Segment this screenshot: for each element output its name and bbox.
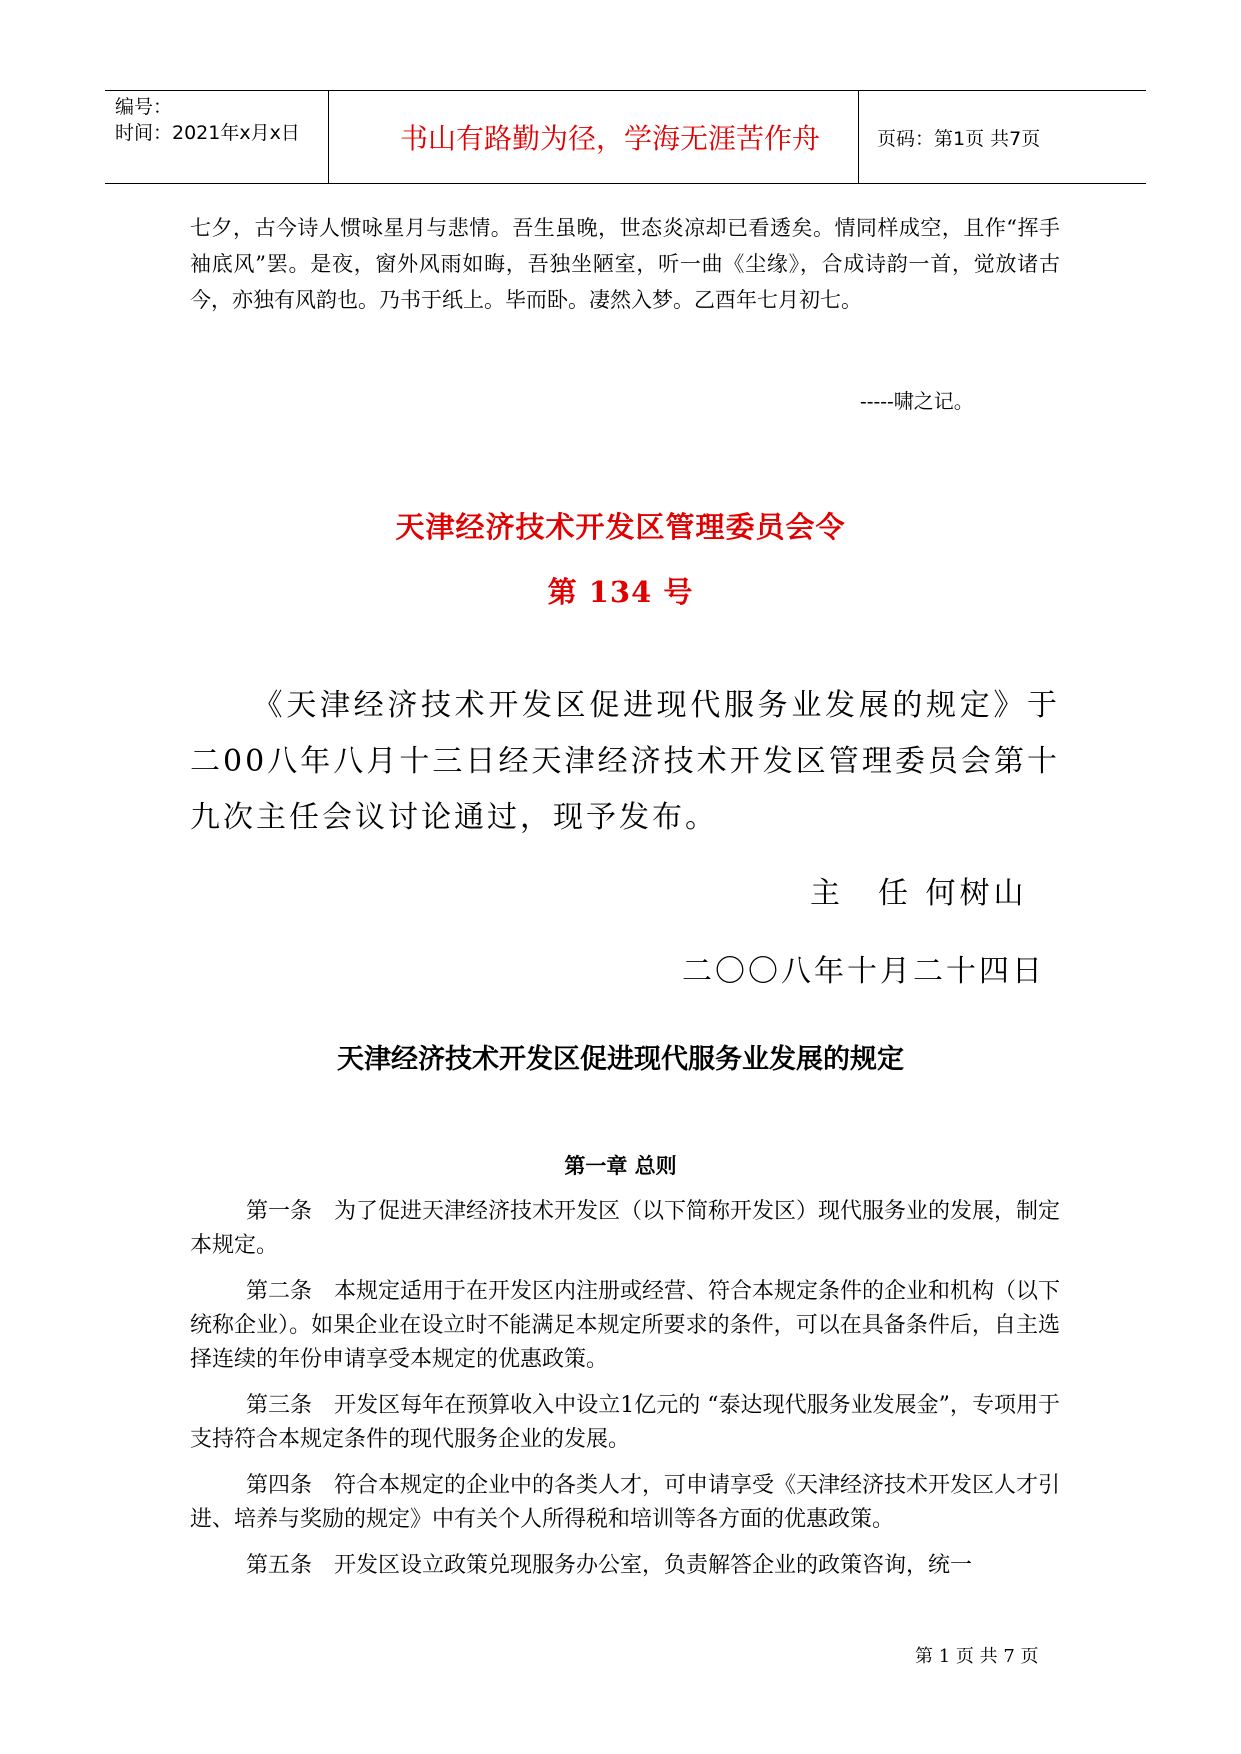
- decree-signer: 主 任 何树山: [810, 876, 1028, 911]
- document-time-label: 时间：2021年x月x日: [115, 122, 300, 144]
- article-list: [190, 1195, 1060, 1595]
- chapter-heading: 第一章 总则: [564, 1154, 677, 1178]
- decree-body: [190, 678, 1060, 846]
- decree-body-text: 《天津经济技术开发区促进现代服务业发展的规定》于二00八年八月十三日经天津经济技术开发区管理委员会第十九次主任会议讨论通过，现予发布。: [190, 688, 1060, 835]
- article-5: 第五条 开发区设立政策兑现服务办公室，负责解答企业的政策咨询，统一: [246, 1553, 973, 1578]
- header-divider-right: [858, 91, 859, 183]
- document-number-label: 编号：: [115, 96, 173, 118]
- header-divider-left: [328, 91, 329, 183]
- intro-paragraph: 七夕，古今诗人惯咏星月与悲情。吾生虽晚，世态炎凉却已看透矣。情同样成空，且作“挥手袖底风”罢。是夜，窗外风雨如晦，吾独坐陋室，听一曲《尘缘》，合成诗韵一首，觉放诸古今，亦独有风韵也。乃书于纸上。毕而卧。凄然入梦。乙酉年七月初七。: [190, 216, 1060, 312]
- header-page-info: 页码：第1页 共7页: [877, 127, 1041, 150]
- decree-date: 二〇〇八年十月二十四日: [682, 954, 1045, 989]
- article-1: 第一条 为了促进天津经济技术开发区（以下简称开发区）现代服务业的发展，制定本规定。: [190, 1199, 1061, 1258]
- header-motto: 书山有路勤为径，学海无涯苦作舟: [399, 122, 820, 155]
- header-left-cell: [115, 91, 370, 186]
- article-4: 第四条 符合本规定的企业中的各类人才，可申请享受《天津经济技术开发区人才引进、培养与奖励的规定》中有关个人所得税和培训等各方面的优惠政策。: [190, 1473, 1061, 1532]
- regulation-title: 天津经济技术开发区促进现代服务业发展的规定: [337, 1044, 904, 1075]
- intro-signature: -----啸之记。: [860, 389, 974, 413]
- decree-title: 天津经济技术开发区管理委员会令: [395, 510, 846, 544]
- article-3: 第三条 开发区每年在预算收入中设立1亿元的 “泰达现代服务业发展金”，专项用于支持符合本规定条件的现代服务企业的发展。: [190, 1393, 1060, 1452]
- page-header: [105, 90, 1146, 184]
- decree-number: 第 134 号: [547, 575, 694, 609]
- article-2: 第二条 本规定适用于在开发区内注册或经营、符合本规定条件的企业和机构（以下统称企业）。如果企业在设立时不能满足本规定所要求的条件，可以在具备条件后，自主选择连续的年份申请享受本规定的优惠政策。: [190, 1279, 1061, 1372]
- page-footer: 第 1 页 共 7 页: [915, 1646, 1039, 1667]
